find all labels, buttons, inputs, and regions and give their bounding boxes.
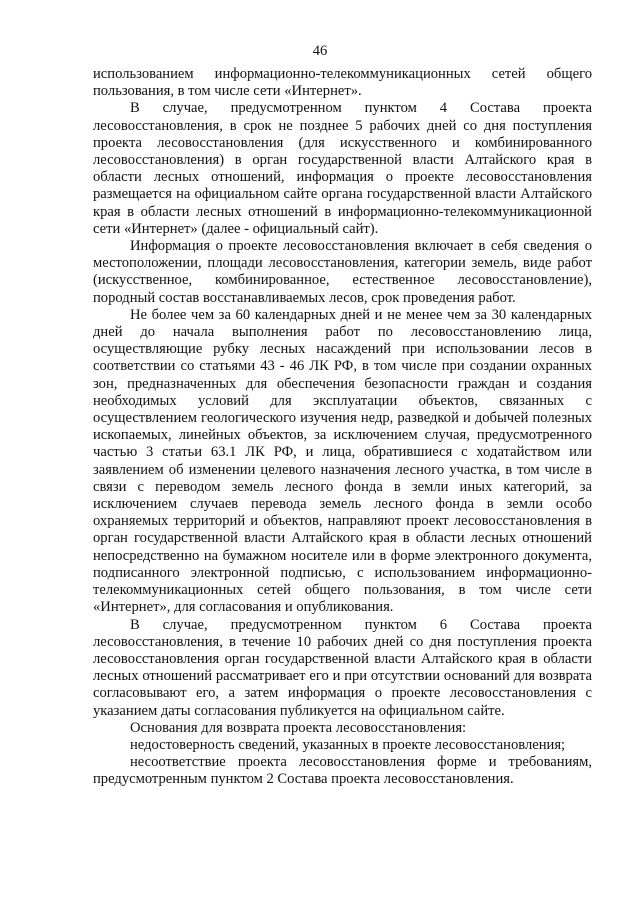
paragraph-submission-deadline: Не более чем за 60 календарных дней и не менее чем за 30 календарных дней до начала выполнения работ по лесовосстановлению лица, осуществляющие рубку лесных насаждений при использовании лесов в соответствии со статьями 43 - 46 ЛК РФ, в том числе при создании охранных зон, предназначенных для обеспечения безопасности граждан и создания необходимых условий для эксплуатации объектов, связанных с осуществлением геологического изучения недр, разведкой и добычей полезных ископаемых, линейных объектов, за исключением случая, предусмотренного частью 3 статьи 63.1 ЛК РФ, и лица, обратившиеся с ходатайством или заявлением об изменении целевого назначения лесного участка, в том числе в связи с переводом земель лесного фонда в земли иных категорий, за исключением случаев перевода земель лесного фонда в земли особо охраняемых территорий и объектов, направляют проект лесовосстановления в орган государственной власти Алтайского края в области лесных отношений непосредственно на бумажном носителе или в форме электронного документа, подписанного электронной подписью, с использованием информационно-телекоммуникационных сетей общего пользования, в том числе сети «Интернет», для согласования и опубликования. bbox=[93, 306, 592, 616]
paragraph-return-ground-2: несоответствие проекта лесовосстановления форме и требованиям, предусмотренным пунктом 2 Состава проекта лесовосстановления. bbox=[93, 754, 592, 788]
page-number: 46 bbox=[312, 43, 328, 59]
paragraph-return-grounds-heading: Основания для возврата проекта лесовосстановления: bbox=[130, 719, 467, 736]
paragraph-project-information: Информация о проекте лесовосстановления включает в себя сведения о местоположении, площади лесовосстановления, категории земель, виде работ (искусственное, комбинированное, естественное лесовосстановление), породный состав восстанавливаемых лесов, срок проведения работ. bbox=[93, 238, 592, 306]
paragraph-approval-case-6: В случае, предусмотренном пунктом 6 Состава проекта лесовосстановления, в течение 10 рабочих дней со дня поступления проекта лесовосстановления орган государственной власти Алтайского края в области лесных отношений рассматривает его и при отсутствии оснований для возврата согласовывают его, а затем информация о проекте лесовосстановления с указанием даты согласования публикуется на официальном сайте. bbox=[93, 616, 592, 719]
document-body bbox=[93, 66, 592, 789]
paragraph-return-ground-1: недостоверность сведений, указанных в проекте лесовосстановления; bbox=[130, 736, 566, 753]
paragraph-continuation: использованием информационно-телекоммуникационных сетей общего пользования, в том числе сети «Интернет». bbox=[93, 66, 592, 100]
paragraph-publication-case-4: В случае, предусмотренном пунктом 4 Состава проекта лесовосстановления, в срок не позднее 5 рабочих дней со дня поступления проекта лесовосстановления (для искусственного и комбинированного лесовосстановления) в орган государственной власти Алтайского края в области лесных отношений, информация о проекте лесовосстановления размещается на официальном сайте органа государственной власти Алтайского края в области лесных отношений в информационно-телекоммуникационной сети «Интернет» (далее - официальный сайт). bbox=[93, 100, 592, 237]
